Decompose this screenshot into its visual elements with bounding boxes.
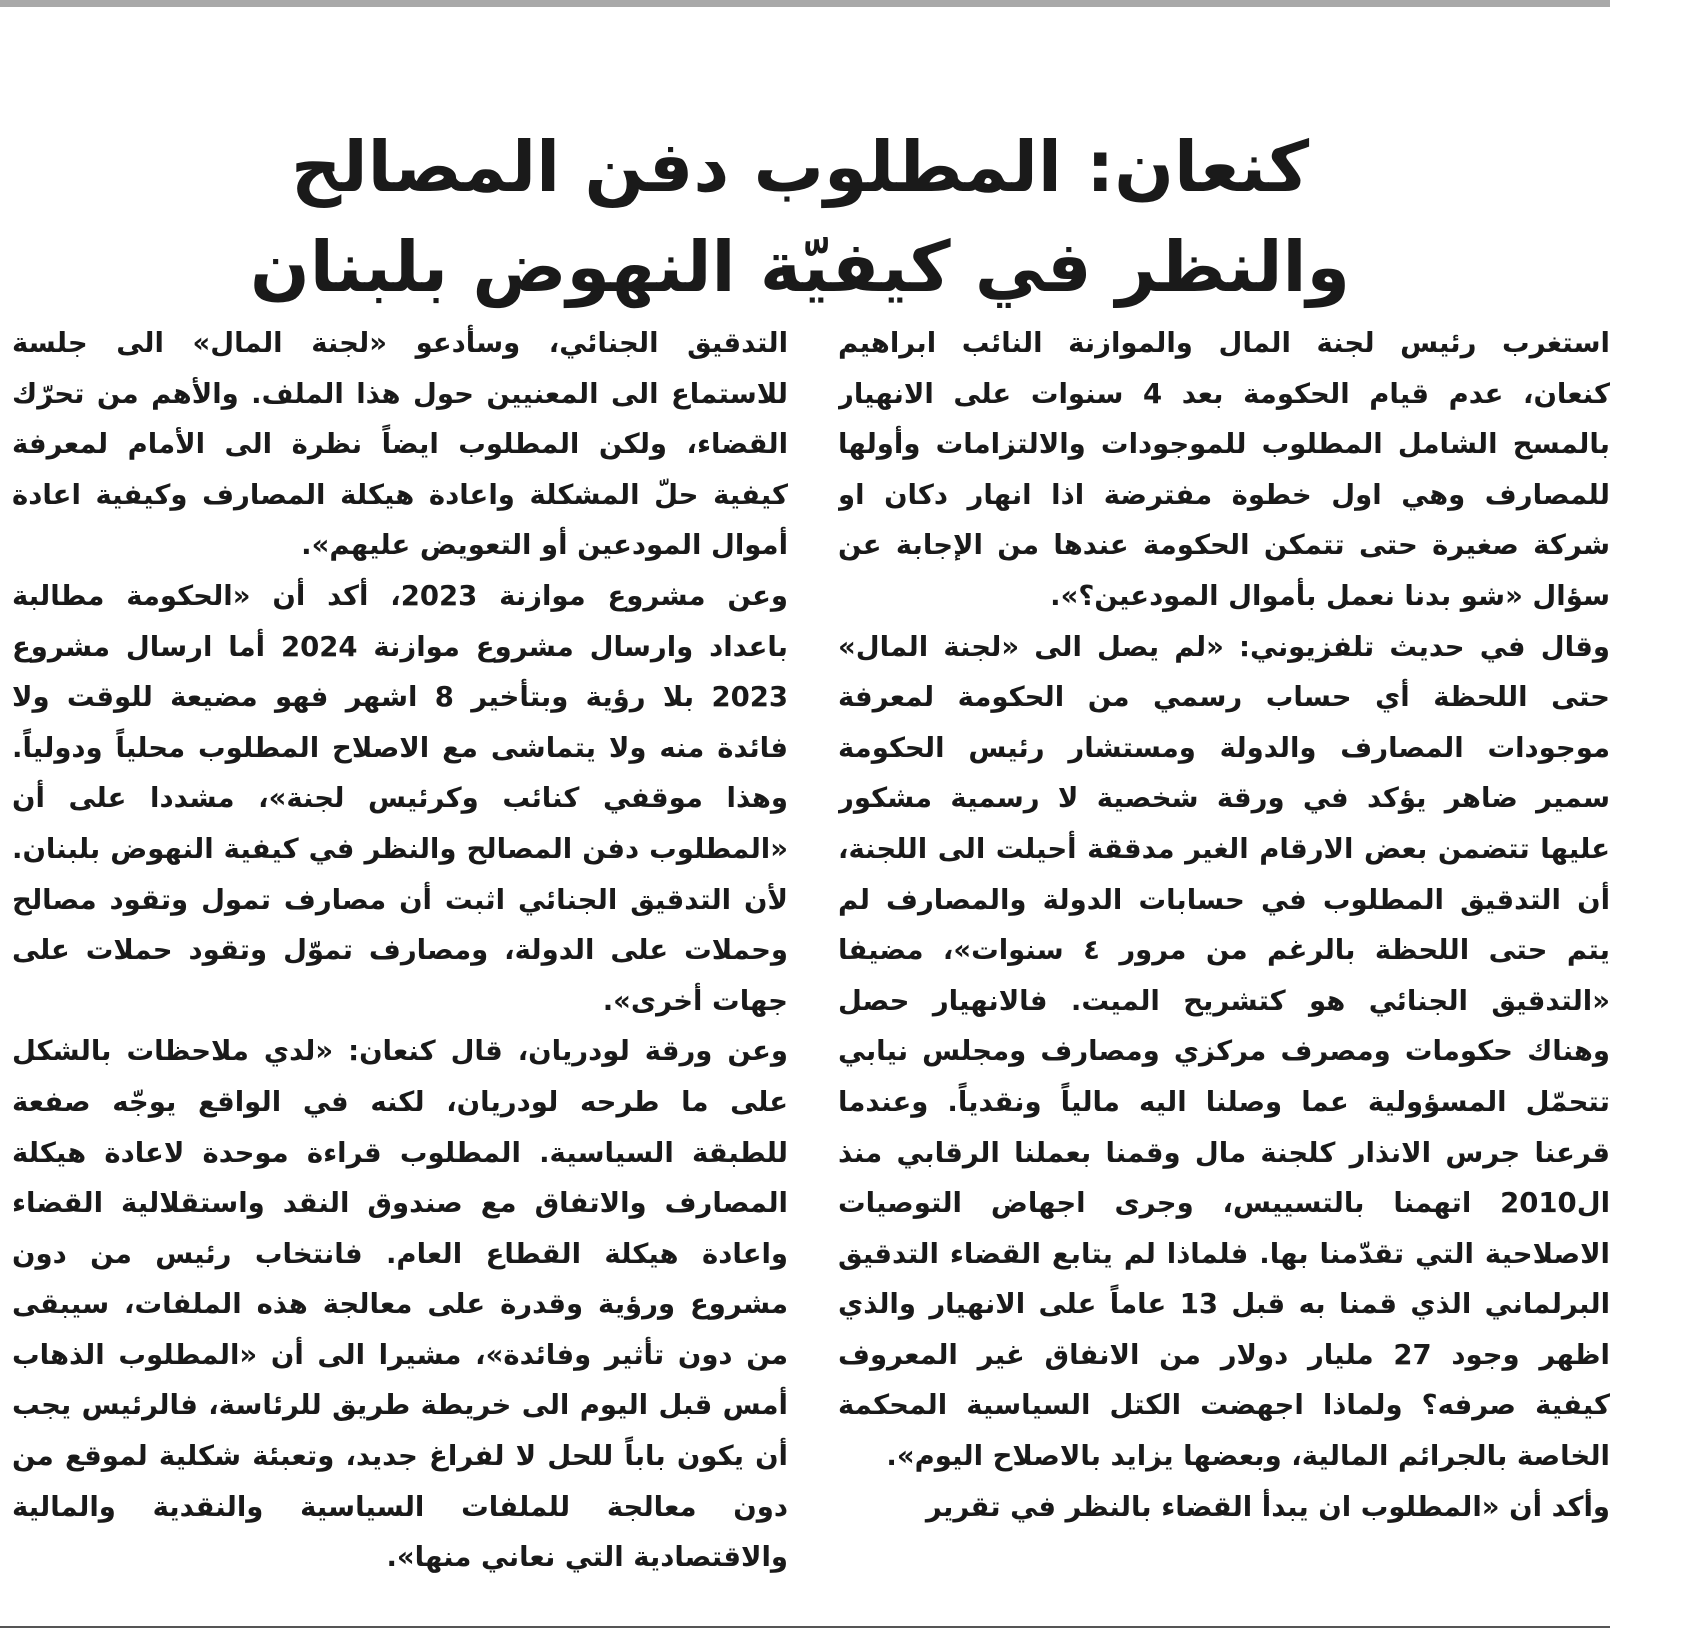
paragraph: وعن ورقة لودريان، قال كنعان: «لدي ملاحظات بالشكل على ما طرحه لودريان، لكنه في الواقع يوجّه صفعة للطبقة السياسية. المطلوب قراءة موحدة لاعادة هيكلة المصارف والاتفاق مع صندوق النقد واستقلالية القضاء واعادة هيكلة القطاع العام. فانتخاب رئيس من دون مشروع ورؤية وقدرة على معالجة هذه الملفات، سيبقى من دون تأثير وفائدة»، مشيرا الى أن «المطلوب الذهاب أمس قبل اليوم الى خريطة طريق للرئاسة، فالرئيس يجب أن يكون باباً للحل لا لفراغ جديد، وتعبئة شكلية لموقع من دون معالجة للملفات السياسية والنقدية والمالية والاقتصادية التي نعاني منها». — [12, 1035, 788, 1574]
paragraph: استغرب رئيس لجنة المال والموازنة النائب ابراهيم كنعان، عدم قيام الحكومة بعد 4 سنوات على الانهيار بالمسح الشامل المطلوب للموجودات والالتزامات وأولها للمصارف وهي اول خطوة مفترضة اذا انهار دكان او شركة صغيرة حتى تتمكن الحكومة عندها من الإجابة عن سؤال «شو بدنا نعمل بأموال المودعين؟». — [838, 327, 1610, 612]
headline-line-2: والنظر في كيفيّة النهوض بلبنان — [249, 225, 1351, 308]
article-column-left — [12, 318, 788, 1618]
article-column-right — [838, 318, 1610, 1618]
top-divider — [0, 0, 1610, 7]
headline-line-1: كنعان: المطلوب دفن المصالح — [290, 125, 1310, 208]
bottom-divider — [0, 1626, 1610, 1628]
paragraph: وقال في حديث تلفزيوني: «لم يصل الى «لجنة المال» حتى اللحظة أي حساب رسمي من الحكومة لمعرفة موجودات المصارف والدولة ومستشار رئيس الحكومة سمير ضاهر يؤكد في ورقة شخصية لا رسمية مشكور عليها تتضمن بعض الارقام الغير مدققة أحيلت الى اللجنة، أن التدقيق المطلوب في حسابات الدولة والمصارف لم يتم حتى اللحظة بالرغم من مرور ٤ سنوات»، مضيفا «التدقيق الجنائي هو كتشريح الميت. فالانهيار حصل وهناك حكومات ومصرف مركزي ومصارف ومجلس نيابي تتحمّل المسؤولية عما وصلنا اليه مالياً ونقدياً. وعندما قرعنا جرس الانذار كلجنة مال وقمنا بعملنا الرقابي منذ ال2010 اتهمنا بالتسييس، وجرى اجهاض التوصيات الاصلاحية التي تقدّمنا بها. فلماذا لم يتابع القضاء التدقيق البرلماني الذي قمنا به قبل 13 عاماً على الانهيار والذي اظهر وجود 27 مليار دولار من الانفاق غير المعروف كيفية صرفه؟ ولماذا اجهضت الكتل السياسية المحكمة الخاصة بالجرائم المالية، وبعضها يزايد بالاصلاح اليوم». — [838, 630, 1610, 1473]
article-headline — [60, 117, 1540, 317]
paragraph: وعن مشروع موازنة 2023، أكد أن «الحكومة مطالبة باعداد وارسال مشروع موازنة 2024 أما ارسال مشروع 2023 بلا رؤية وبتأخير 8 اشهر فهو مضيعة للوقت ولا فائدة منه ولا يتماشى مع الاصلاح المطلوب محلياً ودولياً. وهذا موقفي كنائب وكرئيس لجنة»، مشددا على أن «المطلوب دفن المصالح والنظر في كيفية النهوض بلبنان. لأن التدقيق الجنائي اثبت أن مصارف تمول وتقود مصالح وحملات على الدولة، ومصارف تموّل وتقود حملات على جهات أخرى». — [12, 579, 788, 1017]
paragraph: التدقيق الجنائي، وسأدعو «لجنة المال» الى جلسة للاستماع الى المعنيين حول هذا الملف. والأهم من تحرّك القضاء، ولكن المطلوب ايضاً نظرة الى الأمام لمعرفة كيفية حلّ المشكلة واعادة هيكلة المصارف وكيفية اعادة أموال المودعين أو التعويض عليهم». — [12, 327, 788, 562]
paragraph: وأكد أن «المطلوب ان يبدأ القضاء بالنظر في تقرير — [925, 1490, 1610, 1523]
